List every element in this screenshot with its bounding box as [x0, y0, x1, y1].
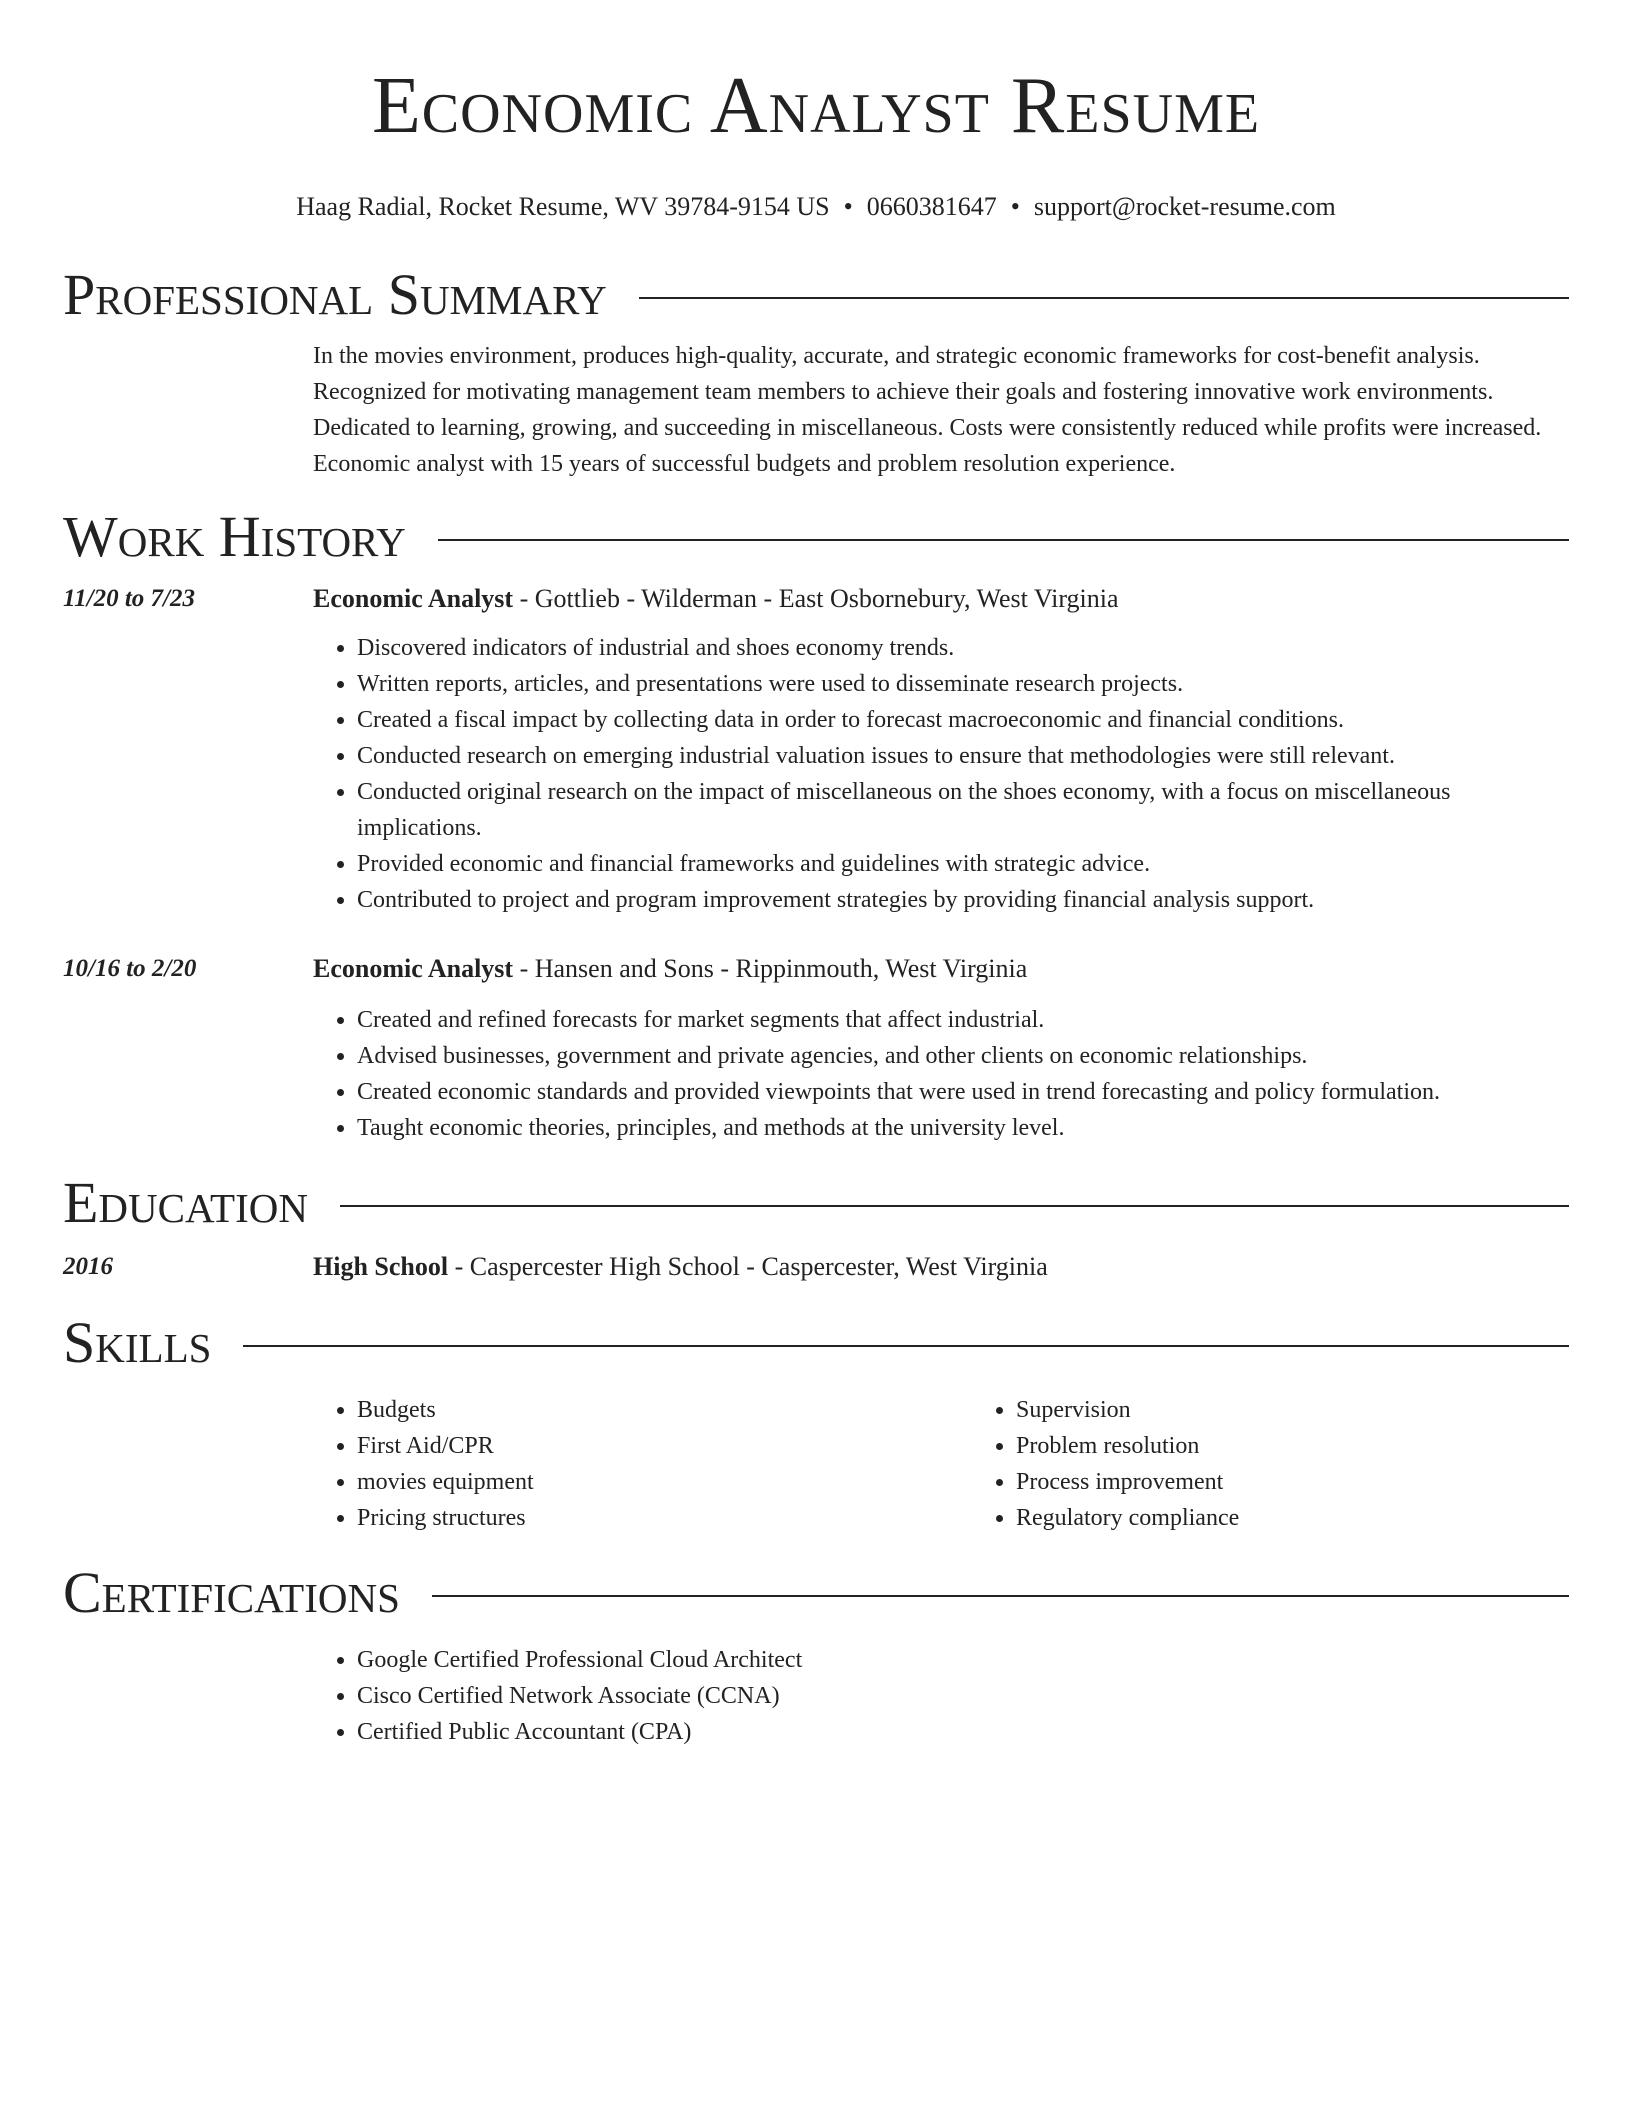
skills-heading: Skills: [63, 1310, 212, 1375]
list-item: • Created and refined forecasts for market segments that affect industrial.: [357, 1002, 1569, 1038]
section-divider: [438, 539, 1569, 541]
section-divider: [432, 1595, 1569, 1597]
list-item: • Discovered indicators of industrial and shoes economy trends.: [357, 630, 1569, 666]
certification-item: • Certified Public Accountant (CPA): [357, 1714, 1569, 1750]
job-title: Economic Analyst: [313, 954, 514, 983]
contact-line: [63, 190, 1569, 224]
job-details: - Gottlieb - Wilderman - East Osbornebury, West Virginia: [513, 584, 1119, 613]
list-item: • Contributed to project and program improvement strategies by providing financial analysis support.: [357, 882, 1569, 918]
education-year: 2016: [63, 1253, 113, 1280]
job-dates: 11/20 to 7/23: [63, 585, 195, 612]
education-details: - Caspercester High School - Caspercester, West Virginia: [448, 1252, 1048, 1281]
job-heading: [313, 582, 1569, 616]
contact-address: Haag Radial, Rocket Resume, WV 39784-9154 US: [296, 192, 830, 221]
skill-item: • Supervision: [1016, 1392, 1631, 1428]
list-item: • Created economic standards and provided viewpoints that were used in trend forecasting and policy formulation.: [357, 1074, 1569, 1110]
skills-list-right: [972, 1392, 1631, 1536]
certification-item: • Cisco Certified Network Associate (CCNA): [357, 1678, 1569, 1714]
skill-item: • Pricing structures: [357, 1500, 972, 1536]
list-item: • Conducted original research on the impact of miscellaneous on the shoes economy, with a focus on miscellaneous implications.: [357, 774, 1569, 846]
certification-item: • Google Certified Professional Cloud Architect: [357, 1642, 1569, 1678]
education-heading-line: [313, 1250, 1569, 1284]
list-item: • Conducted research on emerging industrial valuation issues to ensure that methodologies were still relevant.: [357, 738, 1569, 774]
contact-separator: •: [843, 192, 853, 221]
section-divider: [243, 1345, 1569, 1347]
section-divider: [639, 297, 1569, 299]
skill-item: • Regulatory compliance: [1016, 1500, 1631, 1536]
education-degree: High School: [313, 1252, 449, 1281]
education-entry: [63, 1250, 1569, 1284]
summary-heading: Professional Summary: [63, 262, 607, 327]
skill-item: • movies equipment: [357, 1464, 972, 1500]
job-title: Economic Analyst: [313, 584, 514, 613]
list-item: • Created a fiscal impact by collecting data in order to forecast macroeconomic and financial conditions.: [357, 702, 1569, 738]
skills-section: [63, 1392, 1569, 1536]
job-bullets: [313, 1002, 1569, 1146]
list-item: • Written reports, articles, and presentations were used to disseminate research projects.: [357, 666, 1569, 702]
certifications-heading: Certifications: [63, 1560, 400, 1625]
job-entry: [63, 582, 1569, 918]
certifications-section: [63, 1642, 1569, 1750]
skill-item: • Problem resolution: [1016, 1428, 1631, 1464]
skills-columns: [313, 1392, 1631, 1536]
summary-section-header: [63, 260, 1569, 330]
job-dates: 10/16 to 2/20: [63, 955, 197, 982]
list-item: • Taught economic theories, principles, and methods at the university level.: [357, 1110, 1569, 1146]
section-divider: [340, 1205, 1569, 1207]
summary-text: In the movies environment, produces high-quality, accurate, and strategic economic frameworks for cost-benefit analysis. Recognized for motivating management team members to achieve their goals and fostering innovative work environments. Dedicated to learning, growing, and succeeding in miscellaneous. Costs were consistently reduced while profits were increased. Economic analyst with 15 years of successful budgets and problem resolution experience.: [313, 343, 1542, 477]
resume-title: Economic Analyst Resume: [371, 62, 1261, 150]
certifications-list: [313, 1642, 1569, 1750]
job-entry: [63, 952, 1569, 1146]
work-heading: Work History: [63, 504, 406, 569]
job-heading: [313, 952, 1569, 986]
education-section-header: [63, 1168, 1569, 1238]
skill-item: • First Aid/CPR: [357, 1428, 972, 1464]
skill-item: • Process improvement: [1016, 1464, 1631, 1500]
contact-email: support@rocket-resume.com: [1033, 192, 1336, 221]
list-item: • Provided economic and financial frameworks and guidelines with strategic advice.: [357, 846, 1569, 882]
job-bullets: [313, 630, 1569, 918]
list-item: • Advised businesses, government and private agencies, and other clients on economic relationships.: [357, 1038, 1569, 1074]
certifications-section-header: [63, 1558, 1569, 1628]
job-details: - Hansen and Sons - Rippinmouth, West Virginia: [513, 954, 1028, 983]
summary-section: [63, 338, 1569, 482]
contact-phone: 0660381647: [866, 192, 997, 221]
work-section-header: [63, 502, 1569, 572]
contact-separator: •: [1010, 192, 1020, 221]
skills-section-header: [63, 1308, 1569, 1378]
education-heading: Education: [63, 1170, 308, 1235]
skills-list-left: [313, 1392, 972, 1536]
skill-item: • Budgets: [357, 1392, 972, 1428]
